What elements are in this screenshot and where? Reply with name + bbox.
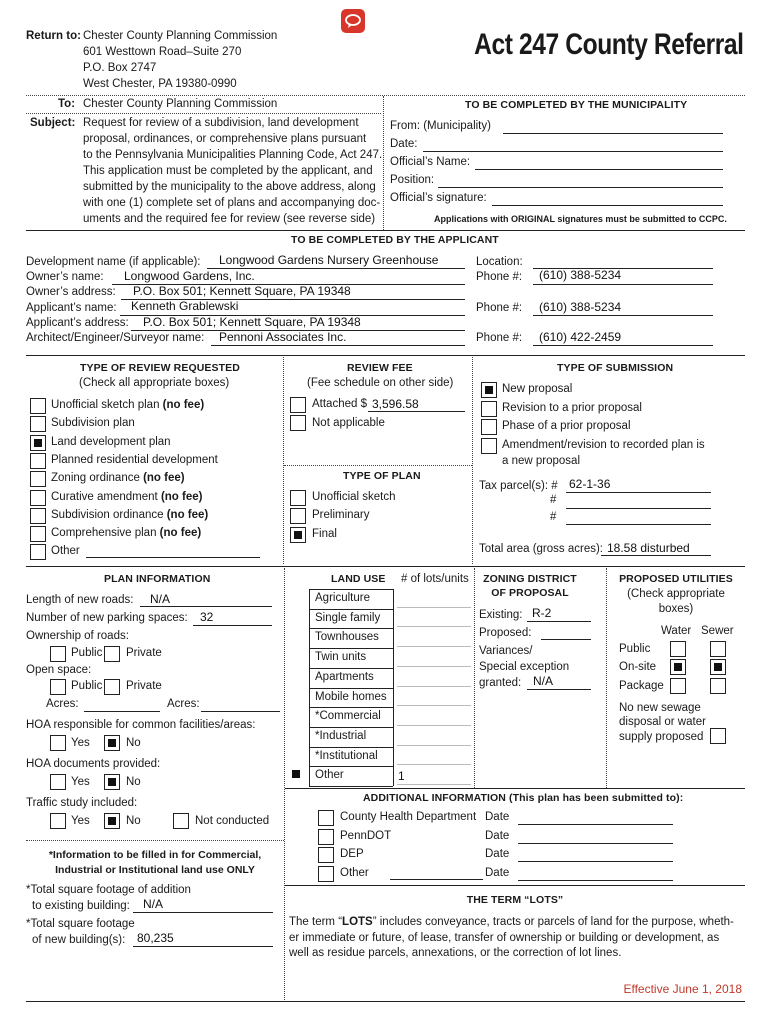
dev-name-label: Development name (if applicable): <box>26 256 201 268</box>
additional-checkbox-4[interactable] <box>318 866 334 882</box>
tax-parcel-field-3[interactable] <box>566 524 711 525</box>
lots-term-heading: THE TERM “LOTS” <box>466 894 564 906</box>
traffic-not-conducted-checkbox[interactable] <box>173 813 189 829</box>
owner-address-value: P.O. Box 501; Kennett Square, PA 19348 <box>133 284 351 298</box>
from-municipality-label: From: (Municipality) <box>390 120 491 132</box>
review-type-text: Other <box>51 545 80 558</box>
effective-date: Effective June 1, 2018 <box>623 982 742 996</box>
official-name-label: Official’s Name: <box>390 156 471 168</box>
subject-line-6: with one (1) complete set of plans and accompanying doc- <box>83 197 381 209</box>
fee-attached-checkbox[interactable] <box>290 397 306 413</box>
info-note-line-2: Industrial or Institutional land use ONLY <box>55 864 255 876</box>
review-type-text: Unofficial sketch plan <box>51 399 163 411</box>
land-use-row-rule-5 <box>309 688 393 689</box>
variances-value: N/A <box>533 674 554 688</box>
lots-term-top-rule <box>285 885 745 886</box>
owner-address-label: Owner’s address: <box>26 286 116 298</box>
owner-phone-field[interactable] <box>533 284 713 285</box>
land-use-row-9: *Institutional <box>315 749 378 762</box>
submission-checkbox-3[interactable] <box>481 419 497 435</box>
land-use-lots-field-8[interactable] <box>397 745 471 746</box>
lots-term-text-bold: LOTS <box>342 916 373 928</box>
applicant-phone-label: Phone #: <box>476 302 523 314</box>
position-field[interactable] <box>438 187 723 188</box>
hoa-responsible-yes-checkbox[interactable] <box>50 735 66 751</box>
tax-parcel-hash-3: # <box>550 511 557 523</box>
review-type-label-9 <box>51 545 80 557</box>
return-to-label: Return to: <box>26 30 81 42</box>
land-use-row-8: *Industrial <box>315 729 367 742</box>
return-address-line-4: West Chester, PA 19380-0990 <box>83 78 237 90</box>
new-roads-value: N/A <box>150 592 171 606</box>
plan-type-label-1: Unofficial sketch <box>312 491 396 503</box>
utilities-sewer-label: Sewer <box>701 625 734 637</box>
review-type-other-field[interactable] <box>86 557 260 558</box>
variances-field[interactable] <box>527 689 591 690</box>
sqft-new-label-2: of new building(s): <box>32 934 126 946</box>
additional-date-label-3: Date <box>485 848 510 860</box>
zoning-heading-1: ZONING DISTRICT <box>483 573 577 585</box>
plan-info-heading: PLAN INFORMATION <box>104 573 211 585</box>
bottom-rule <box>26 1001 745 1002</box>
review-type-text: Comprehensive plan <box>51 527 160 540</box>
land-use-row-5: Apartments <box>315 670 374 683</box>
utilities-public-label: Public <box>619 643 651 655</box>
return-address-line-3: P.O. Box 2747 <box>83 62 157 74</box>
applicant-phone-value: (610) 388-5234 <box>539 300 622 314</box>
submission-label-2: Revision to a prior proposal <box>502 402 642 414</box>
private-acres-field[interactable] <box>201 711 280 712</box>
sqft-addition-label-2: to existing building: <box>32 900 130 912</box>
review-type-label-5 <box>51 472 185 484</box>
hoa-docs-no-label: No <box>126 776 141 788</box>
additional-checkbox-3[interactable] <box>318 847 334 863</box>
land-use-heading: LAND USE <box>331 573 386 585</box>
zoning-heading-2: OF PROPOSAL <box>491 587 569 599</box>
lots-units-heading: # of lots/units <box>401 573 469 585</box>
no-new-supply-label-1: No new sewage <box>619 702 701 714</box>
package-water-checkbox[interactable] <box>670 678 686 694</box>
applicant-address-value: P.O. Box 501; Kennett Square, PA 19348 <box>143 315 361 329</box>
total-area-label: Total area (gross acres): <box>479 543 603 555</box>
review-type-checkbox-5[interactable] <box>30 471 46 487</box>
new-roads-field[interactable] <box>140 606 272 607</box>
subject-line-1: Request for review of a subdivision, land development <box>83 117 359 129</box>
review-type-checkbox-1[interactable] <box>30 398 46 414</box>
review-type-checkbox-4[interactable] <box>30 453 46 469</box>
architect-value: Pennoni Associates Inc. <box>219 330 347 344</box>
review-type-checkbox-6[interactable] <box>30 490 46 506</box>
onsite-water-checkbox[interactable] <box>670 659 686 675</box>
additional-checkbox-2[interactable] <box>318 829 334 845</box>
plan-info-divider <box>284 568 285 1000</box>
subject-line-5: submitted by the municipality to the above address, along <box>83 181 376 193</box>
submission-checkbox-4[interactable] <box>481 438 497 454</box>
no-new-supply-checkbox[interactable] <box>710 728 726 744</box>
plan-type-label-2: Preliminary <box>312 509 370 522</box>
no-new-supply-label-2: disposal or water <box>619 716 706 728</box>
utilities-sub-2: boxes) <box>658 603 694 615</box>
sqft-addition-label-1: *Total square footage of addition <box>26 884 191 896</box>
hoa-docs-label: HOA documents provided: <box>26 758 161 770</box>
additional-date-field-1[interactable] <box>518 824 673 825</box>
land-use-row-rule-8 <box>309 747 393 748</box>
land-use-row-rule-4 <box>309 668 393 669</box>
municipality-date-label: Date: <box>390 138 418 150</box>
review-type-checkbox-3[interactable] <box>30 435 46 451</box>
ownership-roads-label: Ownership of roads: <box>26 630 129 642</box>
submission-heading: TYPE OF SUBMISSION <box>557 362 674 374</box>
submission-label-4: Amendment/revision to recorded plan is <box>502 439 705 451</box>
land-use-row-rule-1 <box>309 609 393 610</box>
tax-parcel-field-1[interactable] <box>566 492 711 493</box>
hoa-responsible-label: HOA responsible for common facilities/areas: <box>26 719 256 731</box>
submission-label-3: Phase of a prior proposal <box>502 420 631 432</box>
review-type-text: Planned residential development <box>51 453 218 466</box>
additional-label-3: DEP <box>340 848 364 860</box>
additional-date-field-3[interactable] <box>518 861 673 862</box>
land-use-row-10: Other <box>315 769 344 782</box>
plan-type-label-3: Final <box>312 527 337 540</box>
plan-type-checkbox-3[interactable] <box>290 527 306 543</box>
additional-date-label-4: Date <box>485 866 510 879</box>
sqft-addition-value: N/A <box>143 897 164 911</box>
zoning-existing-value: R-2 <box>532 606 552 620</box>
review-type-fee-note: (no fee) <box>159 527 202 540</box>
fee-attached-field[interactable] <box>368 411 465 412</box>
fee-not-applicable-checkbox[interactable] <box>290 415 306 431</box>
land-use-row-6: Mobile homes <box>315 690 387 703</box>
variances-label-1: Variances/ <box>479 645 533 657</box>
traffic-yes-checkbox[interactable] <box>50 813 66 829</box>
speech-bubble-icon[interactable] <box>341 9 365 33</box>
roads-public-label: Public <box>71 647 103 659</box>
hoa-docs-no-checkbox[interactable] <box>104 774 120 790</box>
review-type-text: Subdivision ordinance <box>51 508 167 521</box>
review-type-label-7 <box>51 509 208 521</box>
land-use-lots-field-3[interactable] <box>397 646 471 647</box>
header-divider <box>26 95 745 96</box>
open-space-label: Open space: <box>26 664 92 676</box>
review-type-subheading: (Check all appropriate boxes) <box>79 377 230 389</box>
additional-checkbox-1[interactable] <box>318 810 334 826</box>
original-signature-note: Applications with ORIGINAL signatures must be submitted to CCPC. <box>434 214 727 224</box>
land-use-other-marker[interactable] <box>289 767 305 783</box>
land-use-row-rule-3 <box>309 648 393 649</box>
architect-phone-value: (610) 422-2459 <box>539 330 622 344</box>
variances-label-2: Special exception <box>479 661 570 673</box>
form-title: Act 247 County Referral <box>474 28 744 61</box>
tax-parcel-value: 62-1-36 <box>569 477 611 491</box>
subject-label: Subject: <box>30 117 76 129</box>
total-area-field[interactable] <box>601 555 711 556</box>
to-divider <box>26 113 381 114</box>
applicant-address-label: Applicant’s address: <box>26 317 129 329</box>
no-new-supply-label-3: supply proposed <box>619 731 704 743</box>
roads-private-checkbox[interactable] <box>104 646 120 662</box>
traffic-yes-label: Yes <box>71 815 90 827</box>
open-space-private-checkbox[interactable] <box>104 679 120 695</box>
public-water-checkbox[interactable] <box>670 641 686 657</box>
open-space-public-label: Public <box>71 680 103 692</box>
utilities-heading: PROPOSED UTILITIES <box>619 573 733 585</box>
applicant-top-rule <box>26 230 745 231</box>
owner-name-value: Longwood Gardens, Inc. <box>124 269 255 283</box>
review-type-text: Subdivision plan <box>51 417 135 430</box>
official-signature-field[interactable] <box>492 205 723 206</box>
municipality-date-field[interactable] <box>423 151 723 152</box>
plan-type-top-rule <box>284 465 472 466</box>
public-sewer-checkbox[interactable] <box>710 641 726 657</box>
owner-phone-label: Phone #: <box>476 271 523 283</box>
review-type-label-8 <box>51 527 201 539</box>
architect-label: Architect/Engineer/Surveyor name: <box>26 332 205 344</box>
new-roads-label: Length of new roads: <box>26 594 134 606</box>
official-signature-label: Official’s signature: <box>390 192 487 204</box>
applicant-name-value: Kenneth Grablewski <box>131 299 239 313</box>
hoa-responsible-yes-label: Yes <box>71 737 90 749</box>
parking-value: 32 <box>200 610 214 624</box>
additional-label-4: Other <box>340 866 369 879</box>
lots-term-text-pre: The term “ <box>289 916 343 928</box>
review-type-label-2 <box>51 417 135 429</box>
parking-field[interactable] <box>193 625 272 626</box>
traffic-no-checkbox[interactable] <box>104 813 120 829</box>
additional-date-label-2: Date <box>485 829 510 842</box>
subject-line-2: proposal, ordinances, or comprehensive plans pursuant <box>83 133 367 145</box>
land-use-lots-field-2[interactable] <box>397 626 471 627</box>
additional-date-field-2[interactable] <box>518 843 673 844</box>
plan-type-checkbox-1[interactable] <box>290 490 306 506</box>
review-col-divider-2 <box>472 357 473 564</box>
review-col-divider-1 <box>283 357 284 564</box>
info-note-line-1: *Information to be filled in for Commercial, <box>48 849 262 861</box>
municipality-divider <box>383 96 384 230</box>
review-fee-heading: REVIEW FEE <box>347 362 413 374</box>
applicant-name-label: Applicant’s name: <box>26 302 117 314</box>
roads-private-label: Private <box>126 647 162 659</box>
municipality-heading: TO BE COMPLETED BY THE MUNICIPALITY <box>465 99 688 111</box>
utilities-sub-1: (Check appropriate <box>627 588 725 600</box>
land-use-row-1: Agriculture <box>315 592 370 604</box>
submission-checkbox-2[interactable] <box>481 401 497 417</box>
additional-heading: ADDITIONAL INFORMATION (This plan has been submitted to): <box>363 792 684 804</box>
zoning-proposed-field[interactable] <box>541 639 591 640</box>
tax-parcel-hash-2: # <box>550 494 557 506</box>
to-label: To: <box>58 98 76 110</box>
onsite-sewer-checkbox[interactable] <box>710 659 726 675</box>
zoning-existing-field[interactable] <box>527 621 591 622</box>
sqft-new-label-1: *Total square footage <box>26 918 135 930</box>
land-use-row-rule-2 <box>309 628 393 629</box>
roads-public-checkbox[interactable] <box>50 646 66 662</box>
review-type-fee-note: (no fee) <box>143 472 185 485</box>
official-name-field[interactable] <box>475 169 723 170</box>
hoa-responsible-no-label: No <box>126 737 141 749</box>
subject-line-4: This application must be completed by the applicant, and <box>83 165 373 177</box>
plan-info-top-rule <box>26 566 745 567</box>
parking-label: Number of new parking spaces: <box>26 612 188 624</box>
architect-phone-label: Phone #: <box>476 332 523 344</box>
private-acres-label: Acres: <box>167 698 200 710</box>
review-fee-subheading: (Fee schedule on other side) <box>307 377 454 389</box>
tax-parcel-label: Tax parcel(s): # <box>479 480 558 492</box>
land-use-row-7: *Commercial <box>315 710 381 723</box>
land-use-lots-field-9[interactable] <box>397 764 471 765</box>
land-use-lots-field-10[interactable] <box>397 784 471 785</box>
land-use-row-4: Twin units <box>315 651 367 664</box>
dev-name-value: Longwood Gardens Nursery Greenhouse <box>219 253 439 267</box>
sqft-addition-field[interactable] <box>133 912 273 913</box>
utilities-onsite-label: On-site <box>619 661 657 673</box>
review-type-checkbox-2[interactable] <box>30 416 46 432</box>
review-type-text: Curative amendment <box>51 490 161 503</box>
public-acres-field[interactable] <box>84 711 160 712</box>
traffic-study-label: Traffic study included: <box>26 797 138 809</box>
location-label: Location: <box>476 256 523 268</box>
review-type-text: Zoning ordinance <box>51 472 144 485</box>
additional-date-label-1: Date <box>485 811 510 823</box>
review-type-label-3 <box>51 436 171 448</box>
review-type-label-4 <box>51 454 218 466</box>
review-type-checkbox-8[interactable] <box>30 526 46 542</box>
land-use-row-rule-10 <box>309 786 393 787</box>
land-use-lots-field-4[interactable] <box>397 666 471 667</box>
review-type-label-1 <box>51 399 204 411</box>
additional-other-field[interactable] <box>390 879 483 880</box>
land-use-row-rule-0 <box>309 589 393 590</box>
review-type-fee-note: (no fee) <box>162 399 205 411</box>
public-acres-label: Acres: <box>46 698 79 710</box>
additional-label-1: County Health Department <box>340 811 477 823</box>
sqft-new-field[interactable] <box>133 946 273 947</box>
zoning-divider <box>474 568 475 788</box>
plan-type-checkbox-2[interactable] <box>290 508 306 524</box>
land-use-row-rule-9 <box>309 766 393 767</box>
land-use-row-rule-6 <box>309 707 393 708</box>
land-use-lots-field-1[interactable] <box>397 607 471 608</box>
applicant-phone-field[interactable] <box>533 315 713 316</box>
review-type-checkbox-7[interactable] <box>30 508 46 524</box>
submission-label-1: New proposal <box>502 383 573 395</box>
land-use-col-border <box>393 589 394 786</box>
applicant-heading: TO BE COMPLETED BY THE APPLICANT <box>291 234 499 246</box>
submission-checkbox-1[interactable] <box>481 382 497 398</box>
return-address-line-2: 601 Westtown Road–Suite 270 <box>83 46 242 58</box>
land-use-row-3: Townhouses <box>315 631 379 644</box>
speech-bubble-glyph-icon <box>341 9 365 33</box>
additional-top-rule <box>285 788 745 789</box>
owner-phone-value: (610) 388-5234 <box>539 268 622 282</box>
review-type-fee-note: (no fee) <box>166 508 209 521</box>
fee-attached-label: Attached $ <box>312 398 367 410</box>
review-top-rule <box>26 355 745 356</box>
traffic-no-label: No <box>126 815 141 827</box>
info-note-rule <box>26 840 284 841</box>
traffic-not-conducted-label: Not conducted <box>195 815 270 827</box>
open-space-private-label: Private <box>126 680 162 692</box>
tax-parcel-field-2[interactable] <box>566 508 711 509</box>
review-type-label-6 <box>51 491 202 503</box>
position-label: Position: <box>390 174 435 186</box>
architect-phone-field[interactable] <box>533 345 713 346</box>
zoning-proposed-label: Proposed: <box>479 627 532 639</box>
subject-line-3: to the Pennsylvania Municipalities Planning Code, Act 247. <box>83 149 383 161</box>
open-space-public-checkbox[interactable] <box>50 679 66 695</box>
hoa-docs-yes-label: Yes <box>71 776 90 788</box>
plan-type-heading: TYPE OF PLAN <box>343 470 421 482</box>
package-sewer-checkbox[interactable] <box>710 678 726 694</box>
return-address-line-1: Chester County Planning Commission <box>83 30 278 42</box>
utilities-divider <box>606 568 607 788</box>
land-use-lots-field-6[interactable] <box>397 705 471 706</box>
total-area-value: 18.58 disturbed <box>607 541 690 555</box>
land-use-other-lots: 1 <box>398 769 405 783</box>
review-type-text: Land development plan <box>51 435 171 448</box>
hoa-responsible-no-checkbox[interactable] <box>104 735 120 751</box>
from-municipality-field[interactable] <box>503 133 723 134</box>
fee-attached-value: 3,596.58 <box>372 397 419 411</box>
lots-term-text-post: ” includes conveyance, tracts or parcels of land for the purpose, wheth-er immediate or future, of lease, transfer of ownership or building or development, as well as residue parcels, annexations, or the correction of lot lines. <box>289 916 734 959</box>
utilities-package-label: Package <box>619 680 664 692</box>
land-use-row-rule-7 <box>309 727 393 728</box>
submission-item-4-line-2: a new proposal <box>502 455 580 467</box>
utilities-water-label: Water <box>661 625 692 637</box>
land-use-lots-field-7[interactable] <box>397 725 471 726</box>
additional-label-2: PennDOT <box>340 829 392 842</box>
land-use-row-2: Single family <box>315 611 381 624</box>
fee-not-applicable-label: Not applicable <box>312 417 385 429</box>
review-type-fee-note: (no fee) <box>160 490 203 503</box>
additional-date-field-4[interactable] <box>518 880 673 881</box>
lots-term-paragraph <box>289 915 741 962</box>
owner-name-label: Owner’s name: <box>26 271 104 283</box>
land-use-lots-field-5[interactable] <box>397 686 471 687</box>
variances-label-3: granted: <box>479 677 522 689</box>
sqft-new-value: 80,235 <box>137 931 174 945</box>
to-value: Chester County Planning Commission <box>83 98 278 110</box>
hoa-docs-yes-checkbox[interactable] <box>50 774 66 790</box>
zoning-existing-label: Existing: <box>479 609 523 621</box>
subject-line-7: uments and the required fee for review (see reverse side) <box>83 213 376 225</box>
review-type-heading: TYPE OF REVIEW REQUESTED <box>80 362 240 374</box>
architect-field[interactable] <box>211 345 465 346</box>
review-type-checkbox-9[interactable] <box>30 544 46 560</box>
